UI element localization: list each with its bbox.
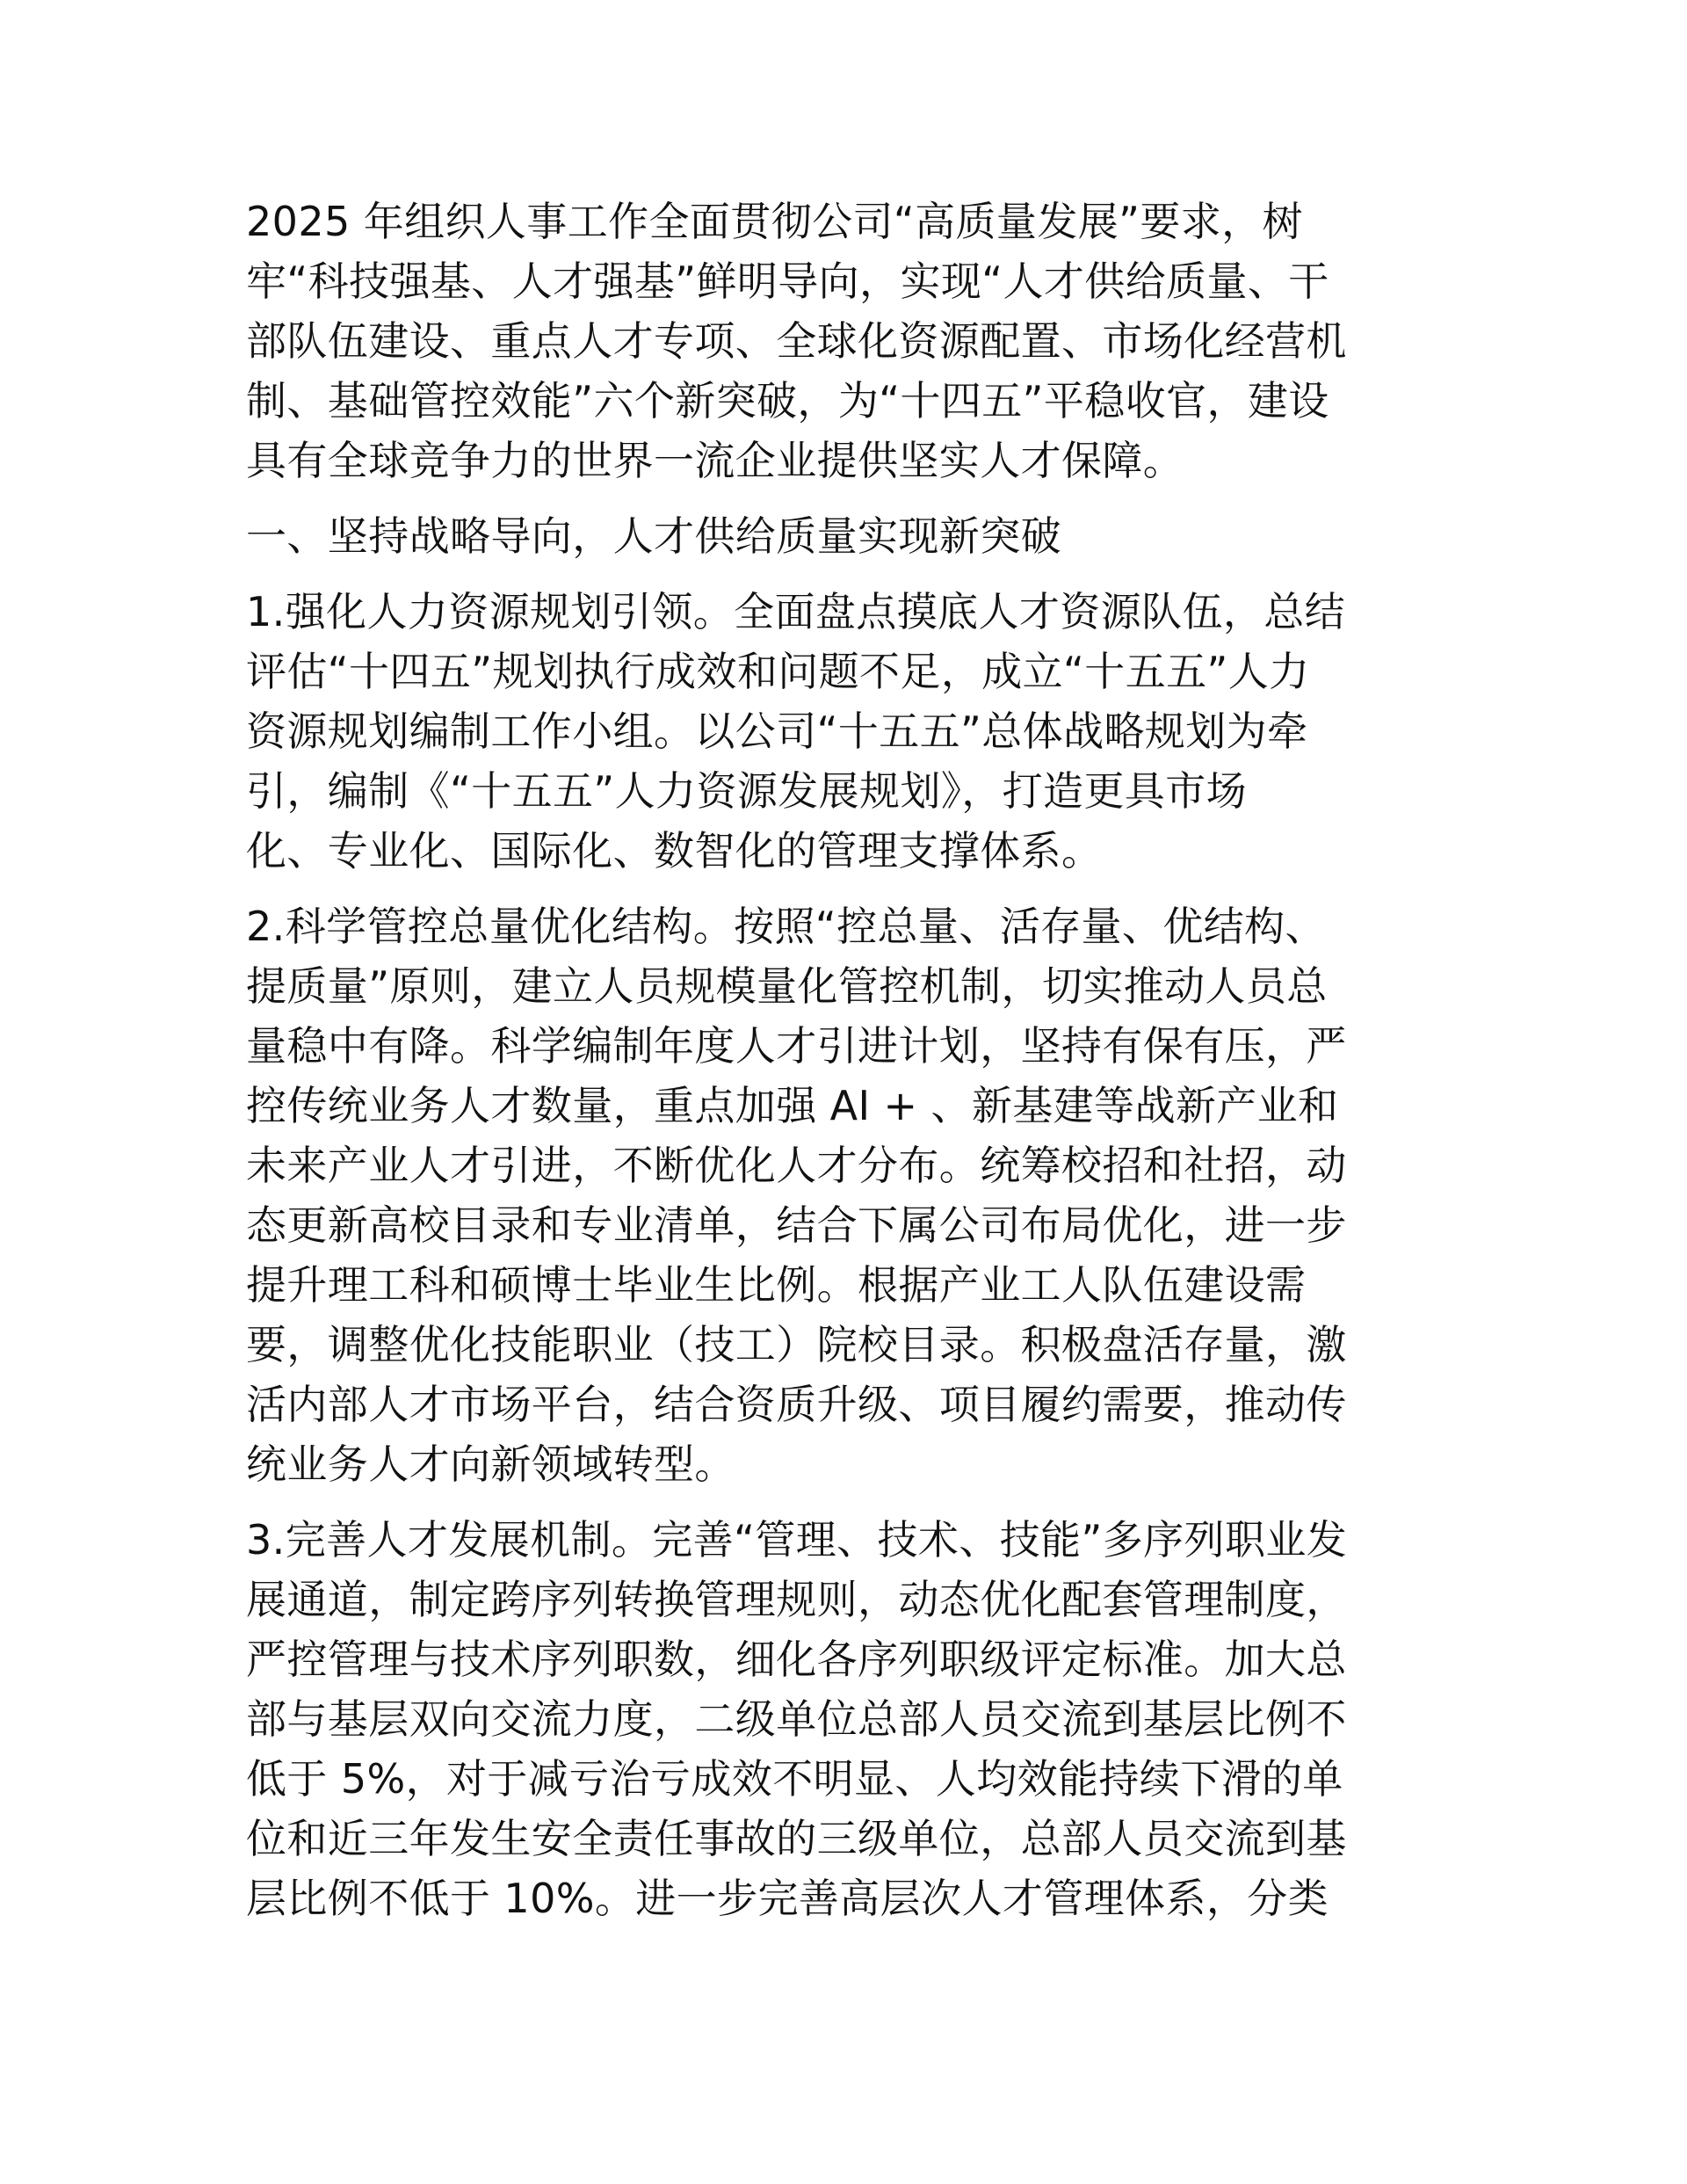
item-2-paragraph <box>246 896 1441 1494</box>
text-line: 评估“十四五”规划执行成效和问题不足，成立“十五五”人力 <box>246 648 1310 695</box>
text-line: 位和近三年发生安全责任事故的三级单位，总部人员交流到基 <box>246 1815 1347 1862</box>
text-line: 部队伍建设、重点人才专项、全球化资源配置、市场化经营机 <box>246 317 1347 365</box>
text-line: 牢“科技强基、人才强基”鲜明导向，实现“人才供给质量、干 <box>246 258 1329 305</box>
text-line: 展通道，制定跨序列转换管理规则，动态优化配套管理制度， <box>246 1576 1347 1623</box>
text-line: 资源规划编制工作小组。以公司“十五五”总体战略规划为牵 <box>246 707 1308 755</box>
document-body <box>246 192 1441 1944</box>
text-line: 统业务人才向新领域转型。 <box>246 1440 735 1488</box>
text-line: 2.科学管控总量优化结构。按照“控总量、活存量、优结构、 <box>246 903 1326 950</box>
text-line: 层比例不低于 10%。进一步完善高层次人才管理体系，分类 <box>246 1875 1329 1922</box>
text-line: 具有全球竞争力的世界一流企业提供坚实人才保障。 <box>246 437 1184 484</box>
intro-paragraph <box>246 192 1441 490</box>
text-line: 3.完善人才发展机制。完善“管理、技术、技能”多序列职业发 <box>246 1516 1348 1564</box>
text-line: 要，调整优化技能职业（技工）院校目录。积极盘活存量，激 <box>246 1321 1347 1368</box>
text-line: 2025 年组织人事工作全面贯彻公司“高质量发展”要求，树 <box>246 198 1303 245</box>
text-line: 制、基础管控效能”六个新突破，为“十四五”平稳收官，建设 <box>246 377 1329 424</box>
text-line: 提质量”原则，建立人员规模量化管控机制，切实推动人员总 <box>246 962 1328 1010</box>
item-1-paragraph <box>246 582 1441 881</box>
text-line: 部与基层双向交流力度，二级单位总部人员交流到基层比例不 <box>246 1695 1347 1743</box>
text-line: 活内部人才市场平台，结合资质升级、项目履约需要，推动传 <box>246 1381 1347 1428</box>
text-line: 化、专业化、国际化、数智化的管理支撑体系。 <box>246 827 1103 874</box>
text-line: 量稳中有降。科学编制年度人才引进计划，坚持有保有压，严 <box>246 1022 1347 1070</box>
text-line: 低于 5%，对于减亏治亏成效不明显、人均效能持续下滑的单 <box>246 1755 1343 1803</box>
text-line: 1.强化人力资源规划引领。全面盘点摸底人才资源队伍，总结 <box>246 588 1346 635</box>
text-line: 未来产业人才引进，不断优化人才分布。统筹校招和社招，动 <box>246 1142 1347 1189</box>
text-line: 引，编制《“十五五”人力资源发展规划》，打造更具市场 <box>246 767 1248 815</box>
text-line: 提升理工科和硕博士毕业生比例。根据产业工人队伍建设需 <box>246 1261 1307 1309</box>
section-heading <box>246 506 1441 566</box>
item-3-paragraph <box>246 1510 1441 1928</box>
text-line: 态更新高校目录和专业清单，结合下属公司布局优化，进一步 <box>246 1201 1347 1249</box>
text-line: 严控管理与技术序列职数，细化各序列职级评定标准。加大总 <box>246 1636 1347 1683</box>
heading-line: 一、坚持战略导向，人才供给质量实现新突破 <box>246 512 1061 560</box>
text-line: 控传统业务人才数量，重点加强 AI + 、新基建等战新产业和 <box>246 1082 1339 1129</box>
